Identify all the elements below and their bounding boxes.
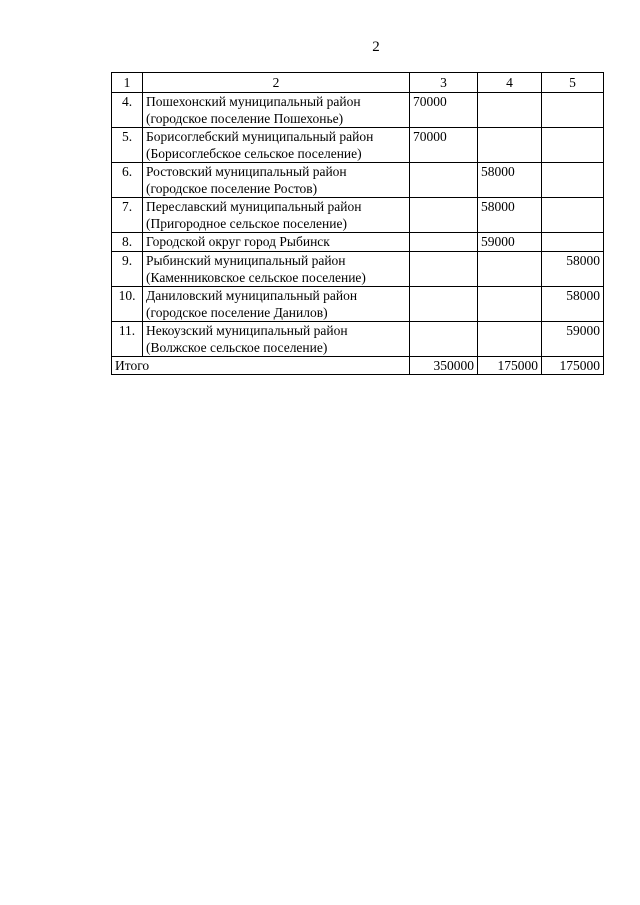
municipality-name-line2: (Каменниковское сельское поселение) bbox=[146, 270, 366, 285]
municipality-name bbox=[143, 163, 410, 198]
municipality-name-line1: Переславский муниципальный район bbox=[146, 199, 362, 214]
value-col4 bbox=[478, 287, 542, 322]
value-col4: 58000 bbox=[478, 198, 542, 233]
value-col3 bbox=[410, 233, 478, 252]
municipality-name-line1: Ростовский муниципальный район bbox=[146, 164, 347, 179]
header-cell-2: 2 bbox=[143, 73, 410, 93]
row-number: 7. bbox=[112, 198, 143, 233]
municipality-name-line2: (Пригородное сельское поселение) bbox=[146, 216, 347, 231]
municipality-name bbox=[143, 322, 410, 357]
municipality-name-line1: Даниловский муниципальный район bbox=[146, 288, 358, 303]
value-col3 bbox=[410, 287, 478, 322]
value-col3: 70000 bbox=[410, 128, 478, 163]
value-col3 bbox=[410, 198, 478, 233]
value-col5: 59000 bbox=[542, 322, 604, 357]
value-col3 bbox=[410, 322, 478, 357]
value-col4 bbox=[478, 93, 542, 128]
row-number: 6. bbox=[112, 163, 143, 198]
table-row bbox=[112, 233, 604, 252]
table-row bbox=[112, 322, 604, 357]
table-row bbox=[112, 93, 604, 128]
municipality-name bbox=[143, 93, 410, 128]
row-number: 8. bbox=[112, 233, 143, 252]
value-col5: 58000 bbox=[542, 287, 604, 322]
municipality-name bbox=[143, 233, 410, 252]
total-col4: 175000 bbox=[478, 357, 542, 375]
value-col4: 58000 bbox=[478, 163, 542, 198]
value-col4: 59000 bbox=[478, 233, 542, 252]
header-cell-1: 1 bbox=[112, 73, 143, 93]
page-number: 2 bbox=[372, 39, 380, 55]
value-col3: 70000 bbox=[410, 93, 478, 128]
value-col3 bbox=[410, 163, 478, 198]
table-row bbox=[112, 163, 604, 198]
value-col5 bbox=[542, 163, 604, 198]
municipality-name-line1: Рыбинский муниципальный район bbox=[146, 253, 346, 268]
municipality-name-line2: (городское поселение Пошехонье) bbox=[146, 111, 344, 126]
table-row bbox=[112, 287, 604, 322]
value-col4 bbox=[478, 322, 542, 357]
table-row bbox=[112, 128, 604, 163]
table-header-row bbox=[112, 73, 604, 93]
value-col5 bbox=[542, 198, 604, 233]
row-number: 11. bbox=[112, 322, 143, 357]
allocation-table bbox=[111, 72, 604, 375]
value-col4 bbox=[478, 128, 542, 163]
municipality-name bbox=[143, 198, 410, 233]
table-row bbox=[112, 198, 604, 233]
row-number: 9. bbox=[112, 252, 143, 287]
municipality-name-line1: Городской округ город Рыбинск bbox=[146, 234, 330, 249]
municipality-name bbox=[143, 287, 410, 322]
value-col5: 58000 bbox=[542, 252, 604, 287]
municipality-name-line1: Пошехонский муниципальный район bbox=[146, 94, 361, 109]
table-row bbox=[112, 252, 604, 287]
value-col5 bbox=[542, 93, 604, 128]
value-col3 bbox=[410, 252, 478, 287]
row-number: 10. bbox=[112, 287, 143, 322]
row-number: 5. bbox=[112, 128, 143, 163]
municipality-name-line2: (городское поселение Данилов) bbox=[146, 305, 328, 320]
header-cell-5: 5 bbox=[542, 73, 604, 93]
value-col5 bbox=[542, 233, 604, 252]
municipality-name-line1: Борисоглебский муниципальный район bbox=[146, 129, 374, 144]
municipality-name bbox=[143, 252, 410, 287]
value-col4 bbox=[478, 252, 542, 287]
municipality-name-line2: (Борисоглебское сельское поселение) bbox=[146, 146, 362, 161]
total-col5: 175000 bbox=[542, 357, 604, 375]
municipality-name-line2: (Волжское сельское поселение) bbox=[146, 340, 328, 355]
municipality-name bbox=[143, 128, 410, 163]
value-col5 bbox=[542, 128, 604, 163]
total-label: Итого bbox=[112, 357, 410, 375]
row-number: 4. bbox=[112, 93, 143, 128]
municipality-name-line2: (городское поселение Ростов) bbox=[146, 181, 318, 196]
total-col3: 350000 bbox=[410, 357, 478, 375]
municipality-name-line1: Некоузский муниципальный район bbox=[146, 323, 348, 338]
header-cell-4: 4 bbox=[478, 73, 542, 93]
table-total-row bbox=[112, 357, 604, 375]
header-cell-3: 3 bbox=[410, 73, 478, 93]
